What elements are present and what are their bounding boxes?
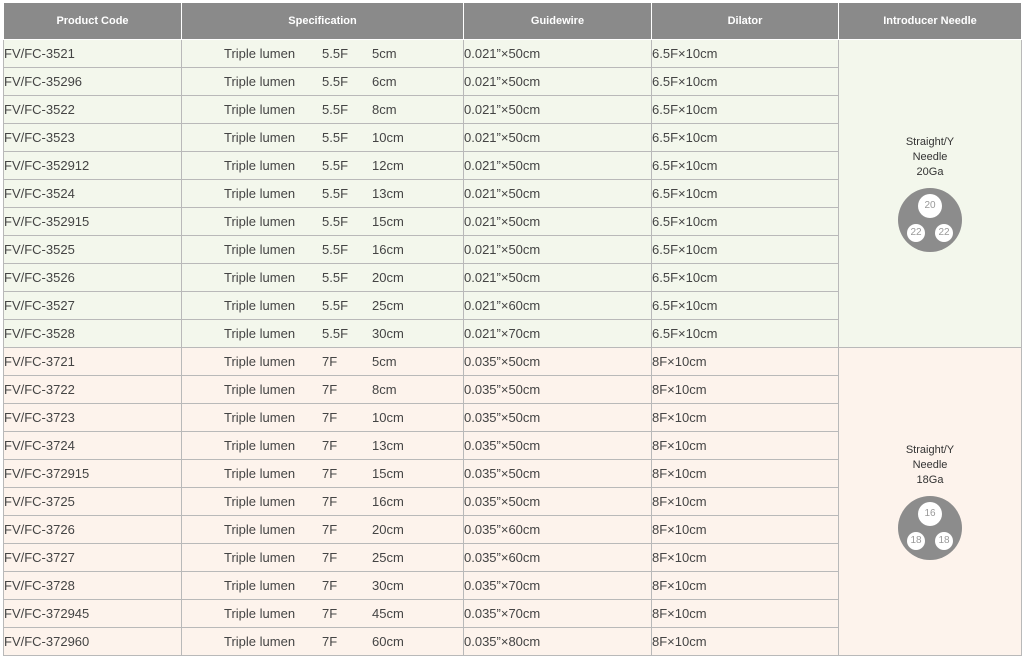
spec-length: 13cm bbox=[372, 438, 404, 453]
spec-french-size: 5.5F bbox=[322, 270, 349, 285]
header-product-code: Product Code bbox=[4, 3, 182, 40]
lumen-gauge-right: 22 bbox=[935, 224, 953, 242]
spec-length: 6cm bbox=[372, 74, 397, 89]
spec-length: 15cm bbox=[372, 466, 404, 481]
specification-cell bbox=[182, 432, 464, 460]
dilator-cell: 6.5F×10cm bbox=[652, 208, 839, 236]
spec-length: 10cm bbox=[372, 130, 404, 145]
product-code-cell: FV/FC-372960 bbox=[4, 628, 182, 656]
needle-gauge-line: 18Ga bbox=[916, 474, 944, 486]
header-introducer-needle: Introducer Needle bbox=[839, 3, 1022, 40]
lumen-gauge-left: 18 bbox=[907, 532, 925, 550]
dilator-cell: 8F×10cm bbox=[652, 432, 839, 460]
spec-french-size: 7F bbox=[322, 578, 338, 593]
spec-lumen-type: Triple lumen bbox=[224, 606, 296, 621]
lumen-gauge-center: 20 bbox=[918, 194, 942, 218]
guidewire-cell: 0.035”×50cm bbox=[464, 376, 652, 404]
dilator-cell: 8F×10cm bbox=[652, 488, 839, 516]
product-code-cell: FV/FC-3723 bbox=[4, 404, 182, 432]
dilator-cell: 8F×10cm bbox=[652, 460, 839, 488]
dilator-cell: 6.5F×10cm bbox=[652, 124, 839, 152]
product-code-cell: FV/FC-3525 bbox=[4, 236, 182, 264]
lumen-gauge-left: 22 bbox=[907, 224, 925, 242]
spec-french-size: 5.5F bbox=[322, 46, 349, 61]
spec-lumen-type: Triple lumen bbox=[224, 242, 296, 257]
specification-cell bbox=[182, 404, 464, 432]
dilator-cell: 8F×10cm bbox=[652, 544, 839, 572]
dilator-cell: 8F×10cm bbox=[652, 404, 839, 432]
spec-french-size: 5.5F bbox=[322, 242, 349, 257]
guidewire-cell: 0.035”×50cm bbox=[464, 460, 652, 488]
lumen-gauge-center: 16 bbox=[918, 502, 942, 526]
spec-length: 12cm bbox=[372, 158, 404, 173]
spec-length: 25cm bbox=[372, 298, 404, 313]
needle-name-line: Needle bbox=[912, 459, 948, 471]
spec-french-size: 5.5F bbox=[322, 214, 349, 229]
specification-cell bbox=[182, 236, 464, 264]
guidewire-cell: 0.035”×70cm bbox=[464, 572, 652, 600]
spec-length: 13cm bbox=[372, 186, 404, 201]
table-body bbox=[4, 40, 1022, 656]
spec-french-size: 7F bbox=[322, 438, 338, 453]
needle-label bbox=[839, 135, 1021, 180]
product-code-cell: FV/FC-3527 bbox=[4, 292, 182, 320]
specification-cell bbox=[182, 320, 464, 348]
spec-lumen-type: Triple lumen bbox=[224, 46, 296, 61]
spec-length: 5cm bbox=[372, 354, 397, 369]
spec-lumen-type: Triple lumen bbox=[224, 438, 296, 453]
lumen-cross-section-icon bbox=[898, 188, 962, 252]
spec-french-size: 7F bbox=[322, 494, 338, 509]
spec-french-size: 7F bbox=[322, 522, 338, 537]
spec-lumen-type: Triple lumen bbox=[224, 550, 296, 565]
product-code-cell: FV/FC-372945 bbox=[4, 600, 182, 628]
guidewire-cell: 0.035”×50cm bbox=[464, 488, 652, 516]
product-code-cell: FV/FC-3522 bbox=[4, 96, 182, 124]
header-dilator: Dilator bbox=[652, 3, 839, 40]
spec-french-size: 7F bbox=[322, 550, 338, 565]
product-code-cell: FV/FC-3524 bbox=[4, 180, 182, 208]
specification-cell bbox=[182, 376, 464, 404]
dilator-cell: 6.5F×10cm bbox=[652, 68, 839, 96]
spec-lumen-type: Triple lumen bbox=[224, 102, 296, 117]
specification-cell bbox=[182, 68, 464, 96]
spec-french-size: 5.5F bbox=[322, 158, 349, 173]
spec-length: 8cm bbox=[372, 382, 397, 397]
product-code-cell: FV/FC-3521 bbox=[4, 40, 182, 68]
guidewire-cell: 0.021”×60cm bbox=[464, 292, 652, 320]
product-code-cell: FV/FC-3721 bbox=[4, 348, 182, 376]
dilator-cell: 8F×10cm bbox=[652, 376, 839, 404]
dilator-cell: 8F×10cm bbox=[652, 600, 839, 628]
lumen-cross-section-icon bbox=[898, 496, 962, 560]
header-specification: Specification bbox=[182, 3, 464, 40]
specification-cell bbox=[182, 292, 464, 320]
product-code-cell: FV/FC-3726 bbox=[4, 516, 182, 544]
specification-cell bbox=[182, 96, 464, 124]
needle-gauge-line: 20Ga bbox=[916, 166, 944, 178]
spec-french-size: 5.5F bbox=[322, 298, 349, 313]
spec-length: 30cm bbox=[372, 326, 404, 341]
introducer-needle-cell bbox=[839, 40, 1022, 348]
dilator-cell: 6.5F×10cm bbox=[652, 320, 839, 348]
spec-lumen-type: Triple lumen bbox=[224, 578, 296, 593]
needle-type-line: Straight/Y bbox=[905, 444, 955, 456]
dilator-cell: 6.5F×10cm bbox=[652, 264, 839, 292]
specification-cell bbox=[182, 628, 464, 656]
specification-cell bbox=[182, 516, 464, 544]
specification-cell bbox=[182, 600, 464, 628]
specification-cell bbox=[182, 348, 464, 376]
table-header-row bbox=[4, 3, 1022, 40]
spec-french-size: 7F bbox=[322, 466, 338, 481]
spec-length: 25cm bbox=[372, 550, 404, 565]
product-code-cell: FV/FC-352912 bbox=[4, 152, 182, 180]
needle-name-line: Needle bbox=[912, 151, 948, 163]
spec-lumen-type: Triple lumen bbox=[224, 494, 296, 509]
lumen-gauge-right: 18 bbox=[935, 532, 953, 550]
product-code-cell: FV/FC-3724 bbox=[4, 432, 182, 460]
spec-length: 8cm bbox=[372, 102, 397, 117]
spec-lumen-type: Triple lumen bbox=[224, 130, 296, 145]
spec-lumen-type: Triple lumen bbox=[224, 382, 296, 397]
spec-length: 15cm bbox=[372, 214, 404, 229]
spec-lumen-type: Triple lumen bbox=[224, 74, 296, 89]
guidewire-cell: 0.021”×50cm bbox=[464, 180, 652, 208]
spec-length: 45cm bbox=[372, 606, 404, 621]
spec-lumen-type: Triple lumen bbox=[224, 522, 296, 537]
introducer-needle-cell bbox=[839, 348, 1022, 656]
needle-label bbox=[839, 443, 1021, 488]
spec-lumen-type: Triple lumen bbox=[224, 214, 296, 229]
dilator-cell: 6.5F×10cm bbox=[652, 40, 839, 68]
spec-french-size: 5.5F bbox=[322, 326, 349, 341]
spec-lumen-type: Triple lumen bbox=[224, 270, 296, 285]
spec-length: 5cm bbox=[372, 46, 397, 61]
dilator-cell: 6.5F×10cm bbox=[652, 180, 839, 208]
specification-cell bbox=[182, 40, 464, 68]
spec-length: 30cm bbox=[372, 578, 404, 593]
dilator-cell: 6.5F×10cm bbox=[652, 236, 839, 264]
dilator-cell: 6.5F×10cm bbox=[652, 96, 839, 124]
spec-lumen-type: Triple lumen bbox=[224, 634, 296, 649]
product-code-cell: FV/FC-35296 bbox=[4, 68, 182, 96]
specification-cell bbox=[182, 460, 464, 488]
product-table bbox=[3, 2, 1022, 656]
specification-cell bbox=[182, 152, 464, 180]
specification-cell bbox=[182, 488, 464, 516]
product-code-cell: FV/FC-3528 bbox=[4, 320, 182, 348]
spec-length: 60cm bbox=[372, 634, 404, 649]
specification-cell bbox=[182, 124, 464, 152]
specification-cell bbox=[182, 180, 464, 208]
guidewire-cell: 0.021”×50cm bbox=[464, 236, 652, 264]
spec-french-size: 5.5F bbox=[322, 74, 349, 89]
guidewire-cell: 0.035”×60cm bbox=[464, 516, 652, 544]
dilator-cell: 6.5F×10cm bbox=[652, 152, 839, 180]
product-code-cell: FV/FC-3727 bbox=[4, 544, 182, 572]
spec-french-size: 5.5F bbox=[322, 102, 349, 117]
guidewire-cell: 0.035”×80cm bbox=[464, 628, 652, 656]
spec-french-size: 5.5F bbox=[322, 186, 349, 201]
dilator-cell: 8F×10cm bbox=[652, 348, 839, 376]
header-guidewire: Guidewire bbox=[464, 3, 652, 40]
spec-length: 20cm bbox=[372, 270, 404, 285]
guidewire-cell: 0.035”×50cm bbox=[464, 432, 652, 460]
guidewire-cell: 0.021”×50cm bbox=[464, 68, 652, 96]
spec-lumen-type: Triple lumen bbox=[224, 298, 296, 313]
table-row bbox=[4, 348, 1022, 376]
spec-french-size: 7F bbox=[322, 606, 338, 621]
guidewire-cell: 0.021”×50cm bbox=[464, 96, 652, 124]
guidewire-cell: 0.035”×50cm bbox=[464, 404, 652, 432]
spec-french-size: 7F bbox=[322, 634, 338, 649]
dilator-cell: 6.5F×10cm bbox=[652, 292, 839, 320]
spec-length: 10cm bbox=[372, 410, 404, 425]
specification-cell bbox=[182, 208, 464, 236]
spec-french-size: 7F bbox=[322, 410, 338, 425]
product-code-cell: FV/FC-3722 bbox=[4, 376, 182, 404]
spec-length: 20cm bbox=[372, 522, 404, 537]
needle-type-line: Straight/Y bbox=[905, 136, 955, 148]
product-code-cell: FV/FC-3725 bbox=[4, 488, 182, 516]
product-code-cell: FV/FC-3523 bbox=[4, 124, 182, 152]
product-code-cell: FV/FC-352915 bbox=[4, 208, 182, 236]
guidewire-cell: 0.021”×50cm bbox=[464, 40, 652, 68]
dilator-cell: 8F×10cm bbox=[652, 572, 839, 600]
spec-lumen-type: Triple lumen bbox=[224, 158, 296, 173]
dilator-cell: 8F×10cm bbox=[652, 516, 839, 544]
spec-french-size: 5.5F bbox=[322, 130, 349, 145]
guidewire-cell: 0.021”×50cm bbox=[464, 264, 652, 292]
spec-length: 16cm bbox=[372, 242, 404, 257]
specification-cell bbox=[182, 544, 464, 572]
product-code-cell: FV/FC-3728 bbox=[4, 572, 182, 600]
spec-lumen-type: Triple lumen bbox=[224, 186, 296, 201]
guidewire-cell: 0.021”×70cm bbox=[464, 320, 652, 348]
spec-french-size: 7F bbox=[322, 382, 338, 397]
spec-lumen-type: Triple lumen bbox=[224, 326, 296, 341]
guidewire-cell: 0.035”×50cm bbox=[464, 348, 652, 376]
table-row bbox=[4, 40, 1022, 68]
spec-lumen-type: Triple lumen bbox=[224, 466, 296, 481]
product-code-cell: FV/FC-372915 bbox=[4, 460, 182, 488]
guidewire-cell: 0.021”×50cm bbox=[464, 152, 652, 180]
spec-lumen-type: Triple lumen bbox=[224, 354, 296, 369]
dilator-cell: 8F×10cm bbox=[652, 628, 839, 656]
guidewire-cell: 0.021”×50cm bbox=[464, 208, 652, 236]
spec-french-size: 7F bbox=[322, 354, 338, 369]
guidewire-cell: 0.035”×60cm bbox=[464, 544, 652, 572]
guidewire-cell: 0.021”×50cm bbox=[464, 124, 652, 152]
spec-length: 16cm bbox=[372, 494, 404, 509]
guidewire-cell: 0.035”×70cm bbox=[464, 600, 652, 628]
product-code-cell: FV/FC-3526 bbox=[4, 264, 182, 292]
specification-cell bbox=[182, 572, 464, 600]
specification-cell bbox=[182, 264, 464, 292]
spec-lumen-type: Triple lumen bbox=[224, 410, 296, 425]
